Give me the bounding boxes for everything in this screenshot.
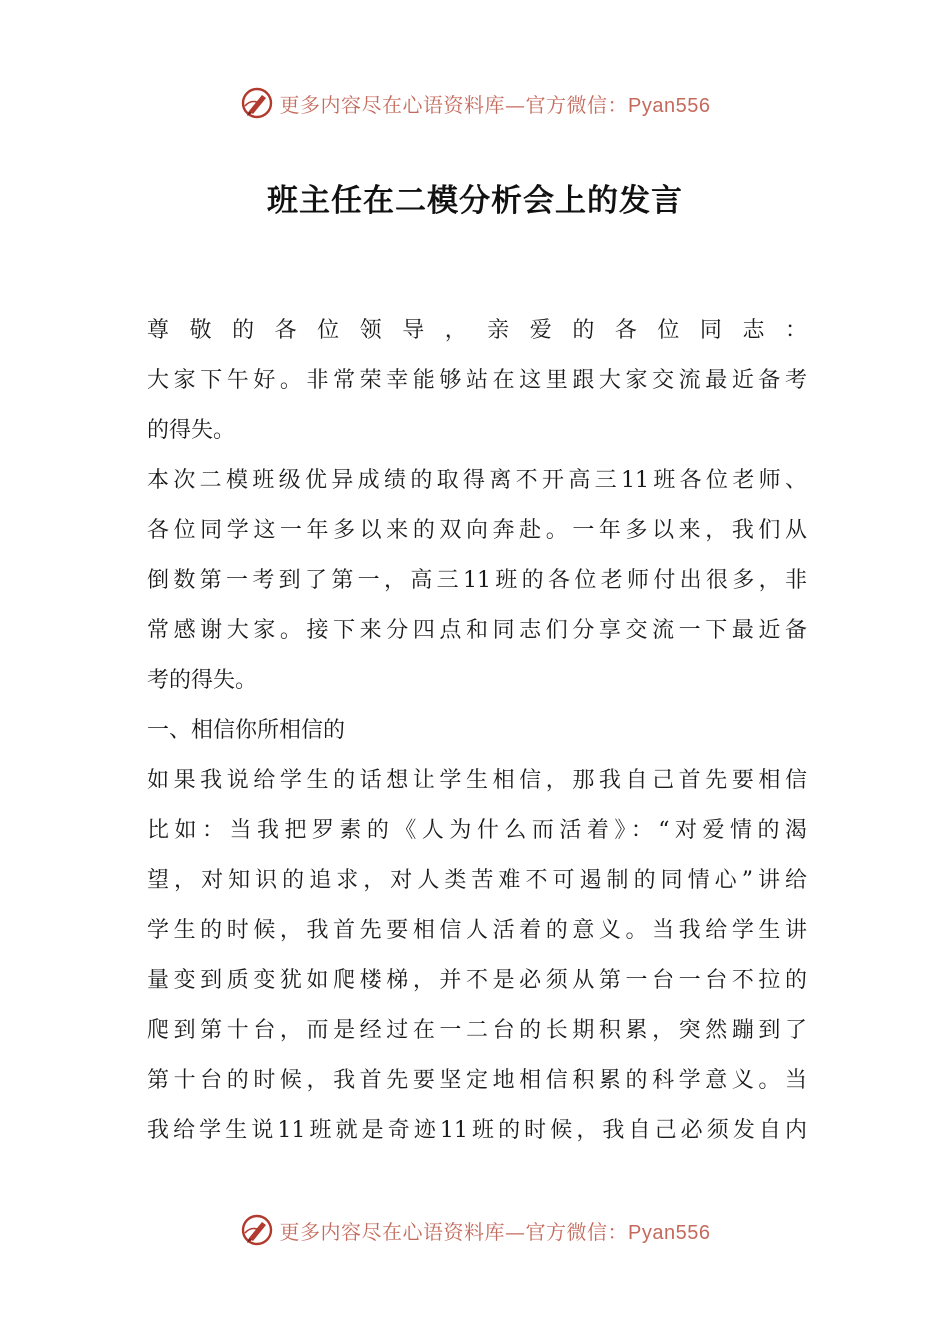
pen-logo-icon (240, 86, 274, 120)
text-line: 比如：当我把罗素的《人为什么而活着》：“对爱情的渴 (147, 818, 807, 843)
text-line: 常感谢大家。接下来分四点和同志们分享交流一下最近备 (147, 618, 807, 643)
text-line: 如果我说给学生的话想让学生相信，那我自己首先要相信 (147, 768, 807, 793)
banner-text (280, 1216, 711, 1245)
text-line: 的得失。 (147, 418, 236, 443)
text-line: 我给学生说11班就是奇迹11班的时候，我自己必须发自内 (147, 1118, 807, 1143)
pen-logo-icon (240, 1213, 274, 1247)
text-line: 各位同学这一年多以来的双向奔赴。一年多以来，我们从 (147, 518, 807, 543)
text-line: 学生的时候，我首先要相信人活着的意义。当我给学生讲 (147, 918, 807, 943)
text-line: 本次二模班级优异成绩的取得离不开高三11班各位老师、 (147, 468, 807, 493)
text-line: 爬到第十台，而是经过在一二台的长期积累，突然蹦到了 (147, 1018, 807, 1043)
text-line: 尊敬的各位领导，亲爱的各位同志： (147, 318, 807, 343)
document-body (147, 306, 807, 1156)
text-line: 倒数第一考到了第一，高三11班的各位老师付出很多，非 (147, 568, 807, 593)
footer-banner (0, 1210, 950, 1250)
text-line: 第十台的时候，我首先要坚定地相信积累的科学意义。当 (147, 1068, 807, 1093)
text-line: 考的得失。 (147, 668, 258, 693)
banner-wechat-id: Pyan556 (628, 1221, 711, 1244)
header-banner (0, 83, 950, 123)
banner-text (280, 89, 711, 118)
text-line: 望，对知识的追求，对人类苦难不可遏制的同情心”讲给 (147, 868, 807, 893)
banner-promo: 更多内容尽在心语资料库—官方微信： (279, 92, 629, 117)
banner-wechat-id: Pyan556 (628, 94, 711, 117)
text-line: 量变到质变犹如爬楼梯，并不是必须从第一台一台不拉的 (147, 968, 807, 993)
section-heading: 一、相信你所相信的 (147, 718, 346, 743)
text-line: 大家下午好。非常荣幸能够站在这里跟大家交流最近备考 (147, 368, 807, 393)
page-title: 班主任在二模分析会上的发言 (267, 183, 683, 219)
banner-promo: 更多内容尽在心语资料库—官方微信： (279, 1219, 629, 1244)
